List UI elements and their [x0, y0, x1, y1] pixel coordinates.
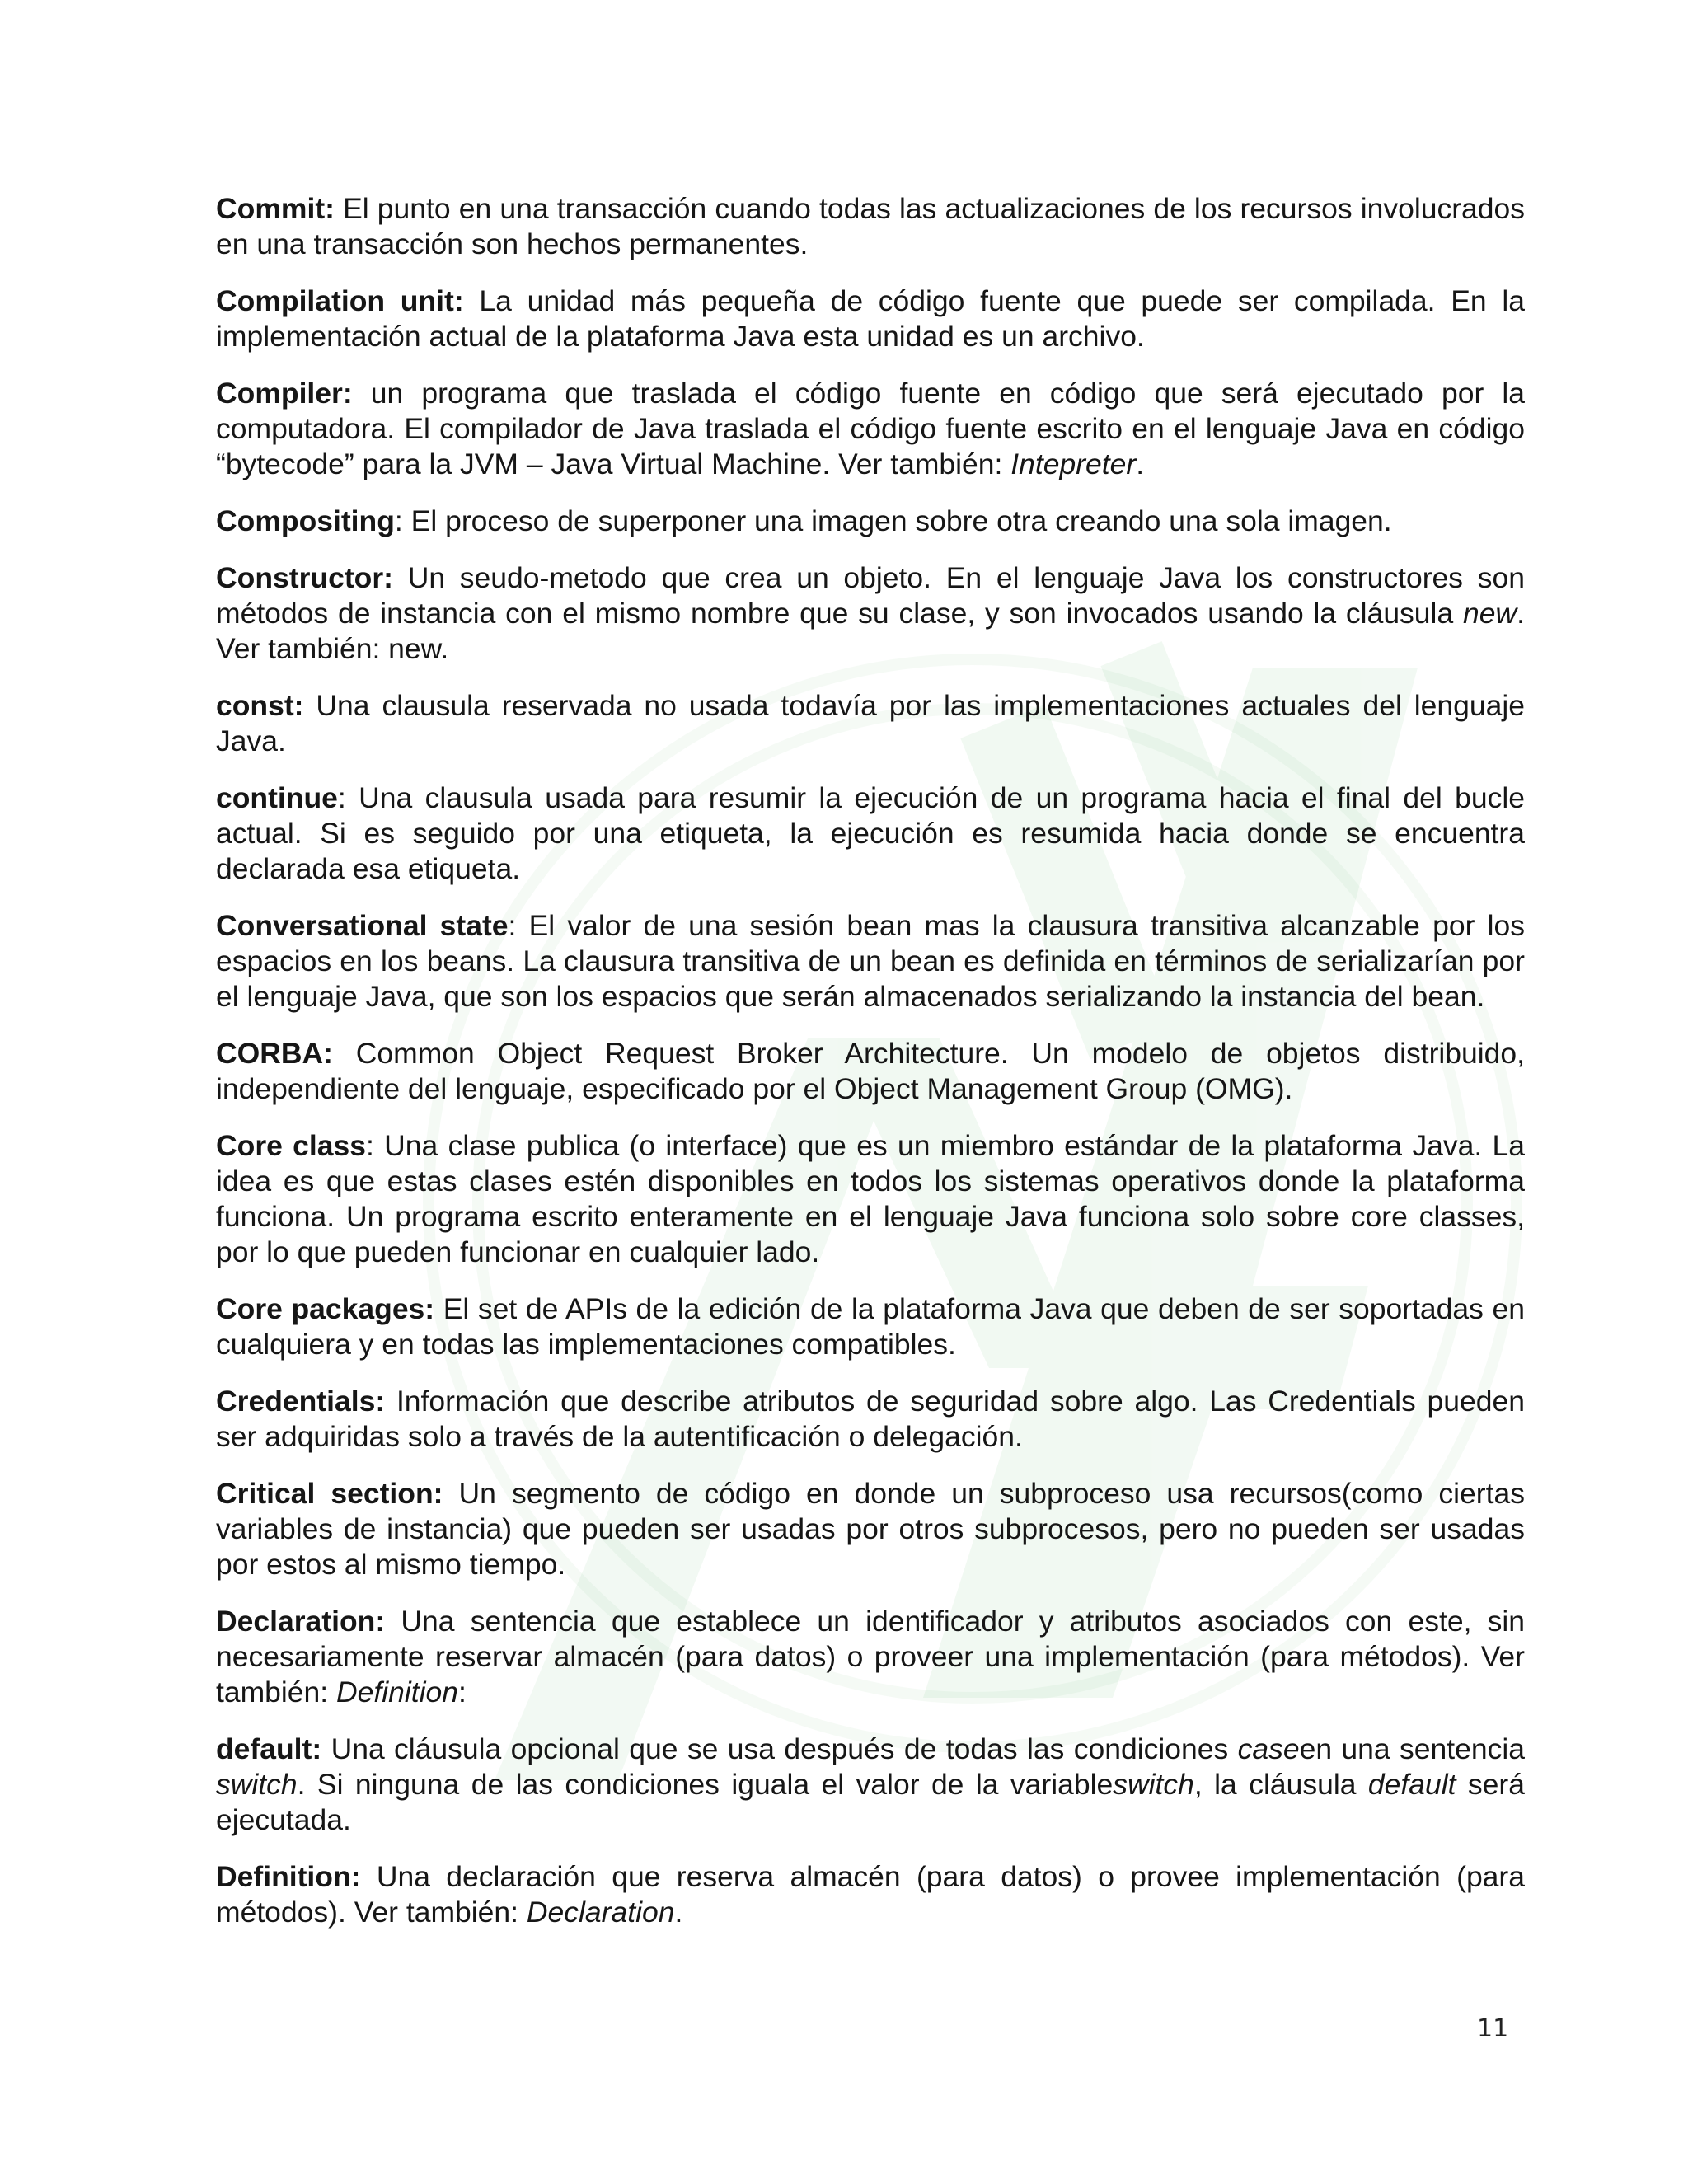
entry-definition: un programa que traslada el código fuente en código que será ejecutado por la computadora. El compilador de Java traslada el código fuente escrito en el lenguaje Java en código “bytecode” para la JVM – Java Virtual Machine. Ver también: Intepreter.: [216, 377, 1526, 480]
glossary-entry-continue: [216, 780, 1525, 887]
entry-definition: : Una clausula usada para resumir la ejecución de un programa hacia el final del bucle actual. Si es seguido por una etiqueta, la ejecución es resumida hacia donde se encuentra declarada esa etiqueta.: [216, 781, 1525, 885]
entry-term: const:: [216, 689, 304, 722]
entry-definition: Una declaración que reserva almacén (para datos) o provee implementación (para métodos). Ver también: Declaration.: [216, 1860, 1525, 1929]
entry-term: Constructor:: [216, 561, 393, 594]
glossary-list: [216, 191, 1525, 1952]
entry-definition: Una clausula reservada no usada todavía por las implementaciones actuales del lenguaje Java.: [216, 689, 1525, 757]
entry-definition: Un segmento de código en donde un subproceso usa recursos(como ciertas variables de instancia) que pueden ser usadas por otros subprocesos, pero no pueden ser usadas por estos al mismo tiempo.: [216, 1477, 1525, 1581]
glossary-entry-constructor: [216, 560, 1525, 667]
entry-definition: El set de APIs de la edición de la plataforma Java que deben de ser soportadas en cualquiera y en todas las implementaciones compatibles.: [216, 1292, 1525, 1361]
entry-definition: El punto en una transacción cuando todas las actualizaciones de los recursos involucrados en una transacción son hechos permanentes.: [216, 192, 1525, 260]
glossary-entry-core-class: [216, 1128, 1525, 1270]
glossary-entry-conversational-state: [216, 908, 1525, 1015]
entry-definition: La unidad más pequeña de código fuente que puede ser compilada. En la implementación actual de la plataforma Java esta unidad es un archivo.: [216, 284, 1525, 353]
glossary-entry-compiler: [216, 376, 1525, 482]
entry-term: Compiler:: [216, 377, 353, 410]
entry-term: Commit:: [216, 192, 335, 225]
entry-term: Definition:: [216, 1860, 361, 1893]
glossary-entry-critical-section: [216, 1476, 1525, 1582]
entry-term: CORBA:: [216, 1037, 333, 1070]
glossary-entry-default: [216, 1732, 1525, 1838]
entry-definition: Common Object Request Broker Architecture. Un modelo de objetos distribuido, independiente del lenguaje, especificado por el Object Management Group (OMG).: [216, 1037, 1525, 1105]
glossary-entry-commit: [216, 191, 1525, 262]
entry-definition: : El proceso de superponer una imagen sobre otra creando una sola imagen.: [394, 504, 1392, 537]
entry-definition: Una sentencia que establece un identificador y atributos asociados con este, sin necesariamente reservar almacén (para datos) o proveer una implementación (para métodos). Ver también: Definition:: [216, 1605, 1526, 1708]
entry-term: Compilation unit:: [216, 284, 464, 317]
entry-definition: Una cláusula opcional que se usa después de todas las condiciones caseen una sentencia switch. Si ninguna de las condiciones iguala el valor de la variableswitch, la cláusula default será ejecutada.: [216, 1732, 1525, 1836]
entry-term: Declaration:: [216, 1605, 386, 1638]
page-number: 11: [1477, 2014, 1509, 2043]
entry-term: Credentials:: [216, 1385, 386, 1418]
glossary-entry-declaration: [216, 1604, 1525, 1710]
entry-term: Conversational state: [216, 909, 509, 942]
entry-term: continue: [216, 781, 338, 814]
entry-term: default:: [216, 1732, 322, 1765]
glossary-entry-const: [216, 688, 1525, 759]
entry-definition: Información que describe atributos de seguridad sobre algo. Las Credentials pueden ser adquiridas solo a través de la autentificación o delegación.: [216, 1385, 1525, 1453]
glossary-entry-corba: [216, 1036, 1525, 1107]
glossary-entry-compilation-unit: [216, 284, 1525, 354]
entry-term: Critical section:: [216, 1477, 443, 1510]
glossary-entry-credentials: [216, 1384, 1525, 1455]
entry-definition: Un seudo-metodo que crea un objeto. En el lenguaje Java los constructores son métodos de instancia con el mismo nombre que su clase, y son invocados usando la cláusula new. Ver también: new.: [216, 561, 1526, 665]
entry-term: Compositing: [216, 504, 395, 537]
entry-definition: : Una clase publica (o interface) que es un miembro estándar de la plataforma Java. La idea es que estas clases estén disponibles en todos los sistemas operativos donde la plataforma funciona. Un programa escrito enteramente en el lenguaje Java funciona solo sobre core classes, por lo que pueden funcionar en cualquier lado.: [216, 1129, 1525, 1268]
glossary-entry-compositing: [216, 504, 1525, 539]
glossary-entry-definition: [216, 1859, 1525, 1930]
entry-definition: : El valor de una sesión bean mas la clausura transitiva alcanzable por los espacios en los beans. La clausura transitiva de un bean es definida en términos de serializarían por el lenguaje Java, que son los espacios que serán almacenados serializando la instancia del bean.: [216, 909, 1525, 1013]
entry-term: Core packages:: [216, 1292, 435, 1325]
glossary-entry-core-packages: [216, 1291, 1525, 1362]
entry-term: Core class: [216, 1129, 367, 1162]
